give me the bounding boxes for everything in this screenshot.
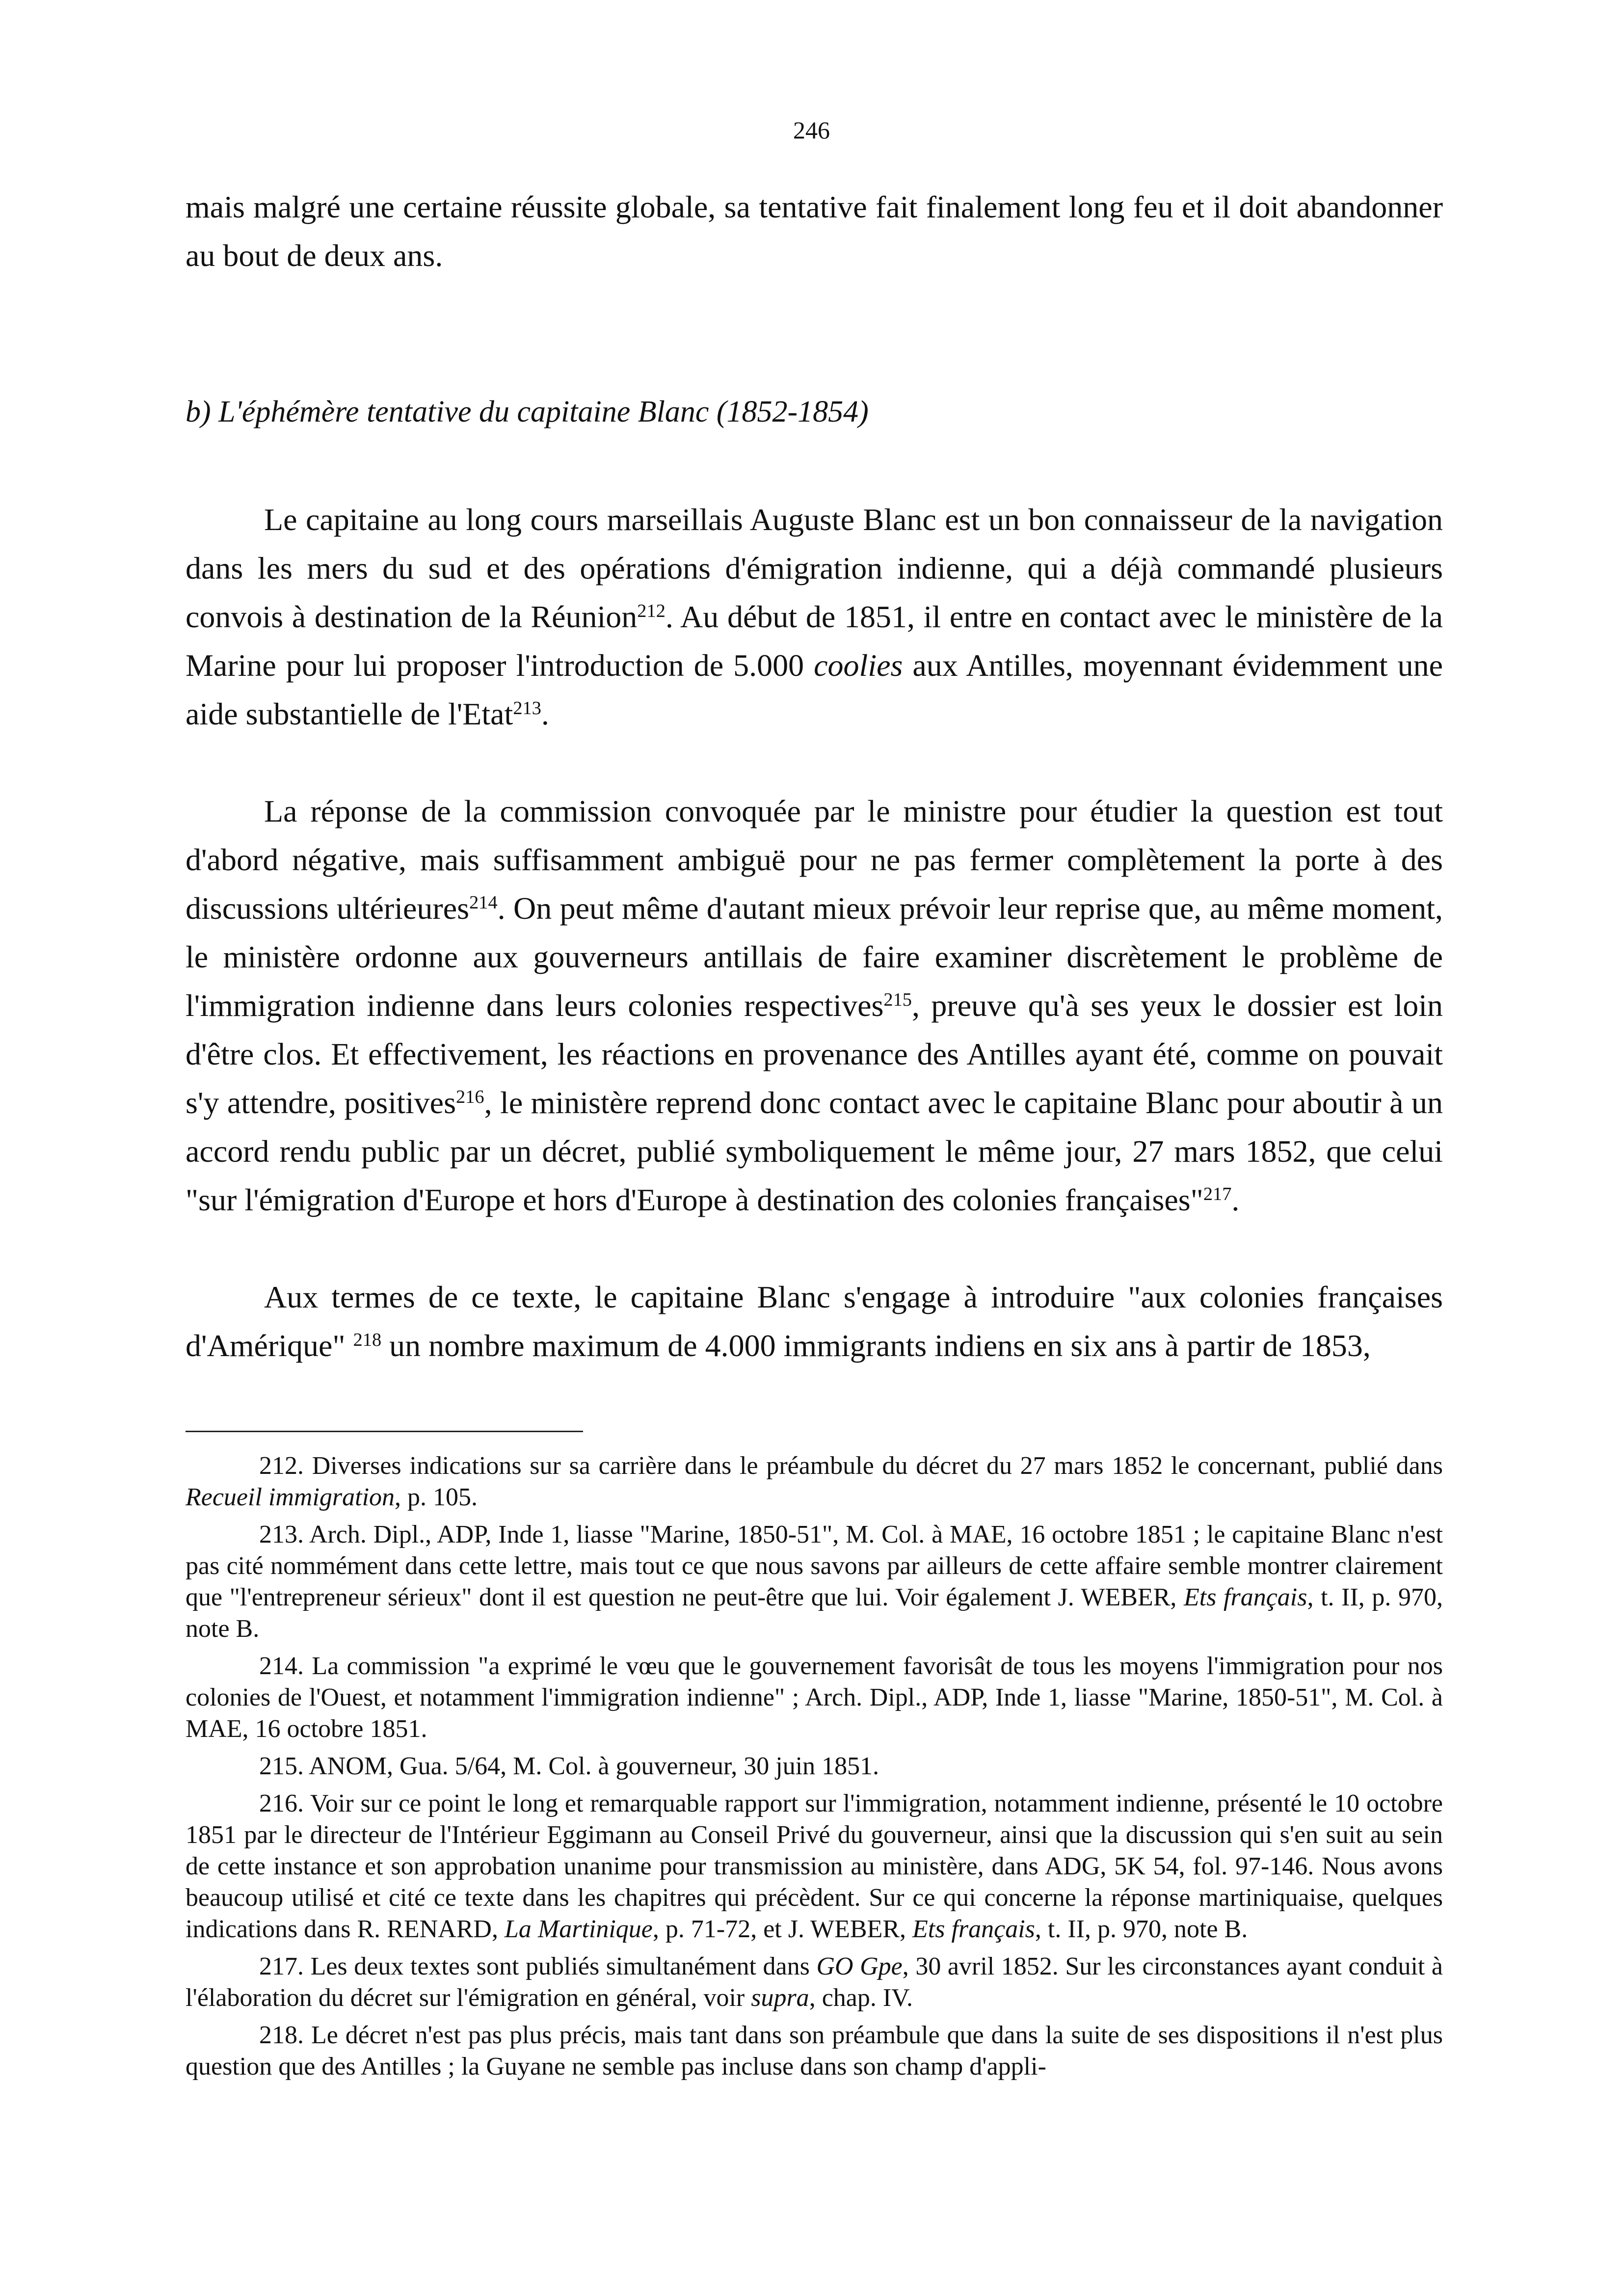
paragraph-3-text-1: Aux termes de ce texte, le capitaine Blanc s'engage à introduire "aux colonies françaises d'Amérique": [186, 1280, 1443, 1363]
footnotes: [186, 1450, 1443, 2088]
footnote-213: [186, 1519, 1443, 1645]
footnote-216-text-2: , p. 71-72, et J. WEBER,: [652, 1915, 913, 1943]
footnote-217-italic-1: GO Gpe: [816, 1952, 903, 1980]
footnote-216-text-3: , t. II, p. 970, note B.: [1035, 1915, 1248, 1943]
paragraph-1-text-2: . Au début de 1851, il entre en contact avec le ministère de la Marine pour lui proposer l'introduction de 5.000: [186, 599, 1443, 683]
footnote-212-text-1: 212. Diverses indications sur sa carrière dans le préambule du décret du 27 mars 1852 le concernant, publié dans: [259, 1452, 1443, 1480]
footnote-218: [186, 2020, 1443, 2082]
page-number: 246: [793, 116, 830, 144]
opening-paragraph: mais malgré une certaine réussite globale, sa tentative fait finalement long feu et il doit abandonner au bout de deux ans.: [186, 189, 1443, 273]
footnote-215: [186, 1751, 1443, 1782]
footnote-212-italic: Recueil immigration: [186, 1483, 395, 1511]
footnote-ref-218: 218: [353, 1329, 382, 1350]
footnote-ref-213: 213: [513, 697, 541, 719]
paragraph-1-text-1: Le capitaine au long cours marseillais Auguste Blanc est un bon connaisseur de la navigation dans les mers du sud et des opérations d'émigration indienne, qui a déjà commandé plusieurs convois à destination de la Réunion: [186, 502, 1443, 634]
paragraph-1-text-4: .: [541, 696, 549, 731]
section-spacer: [186, 280, 1443, 388]
paragraph-2-text-4: , le ministère reprend donc contact avec le capitaine Blanc pour aboutir à un accord rendu public par un décret, publié symboliquement le même jour, 27 mars 1852, que celui "sur l'émigration d'Europe et hors d'Europe à destination des colonies françaises": [186, 1085, 1443, 1217]
body-text: [186, 183, 1443, 1370]
footnote-213-italic: Ets français: [1183, 1583, 1307, 1611]
footnote-216-text-1: 216. Voir sur ce point le long et remarquable rapport sur l'immigration, notamment indienne, présenté le 10 octobre 1851 par le directeur de l'Intérieur Eggimann au Conseil Privé du gouverneur, ainsi que la discussion qui s'en suit au sein de cette instance et son approbation unanime pour transmission au ministère, dans ADG, 5K 54, fol. 97-146. Nous avons beaucoup utilisé et cité ce texte dans les chapitres qui précèdent. Sur ce qui concerne la réponse martiniquaise, quelques indications dans R. RENARD,: [186, 1789, 1443, 1943]
paragraph-2-text-3: , preuve qu'à ses yeux le dossier est loin d'être clos. Et effectivement, les réactions en provenance des Antilles ayant été, comme on pouvait s'y attendre, positives: [186, 988, 1443, 1120]
footnote-215-text: 215. ANOM, Gua. 5/64, M. Col. à gouverneur, 30 juin 1851.: [259, 1752, 879, 1780]
paragraph-3-text-2: un nombre maximum de 4.000 immigrants indiens en six ans à partir de 1853,: [381, 1328, 1371, 1363]
footnote-217-text-1: 217. Les deux textes sont publiés simultanément dans: [259, 1952, 817, 1980]
footnote-213-text-2: , t. II, p. 970, note B.: [186, 1583, 1443, 1643]
footnote-ref-214: 214: [469, 892, 498, 913]
paragraph-2-text-1: La réponse de la commission convoquée par le ministre pour étudier la question est tout d'abord négative, mais suffisamment ambiguë pour ne pas fermer complètement la porte à des discussions ultérieures: [186, 794, 1443, 926]
heading-spacer: [186, 436, 1443, 495]
paragraph-2-text-2: . On peut même d'autant mieux prévoir leur reprise que, au même moment, le ministère ordonne aux gouverneurs antillais de faire examiner discrètement le problème de l'immigration indienne dans leurs colonies respectives: [186, 891, 1443, 1023]
footnote-218-text: 218. Le décret n'est pas plus précis, mais tant dans son préambule que dans la suite de ses dispositions il n'est plus question que des Antilles ; la Guyane ne semble pas incluse dans son champ d'appli-: [186, 2021, 1443, 2081]
footnote-217: [186, 1951, 1443, 2014]
footnote-214: [186, 1651, 1443, 1745]
footnote-216: [186, 1788, 1443, 1945]
footnote-214-text: 214. La commission "a exprimé le vœu que le gouvernement favorisât de tous les moyens l'immigration pour nos colonies de l'Ouest, et notamment l'immigration indienne" ; Arch. Dipl., ADP, Inde 1, liasse "Marine, 1850-51", M. Col. à MAE, 16 octobre 1851.: [186, 1652, 1443, 1743]
paragraph-spacer: [186, 1224, 1443, 1273]
paragraph-1: [186, 495, 1443, 738]
footnote-ref-217: 217: [1203, 1183, 1232, 1204]
footnote-212: [186, 1450, 1443, 1513]
footnote-separator: [186, 1431, 583, 1432]
section-heading: b) L'éphémère tentative du capitaine Blanc (1852-1854): [186, 395, 869, 428]
paragraph-spacer: [186, 738, 1443, 787]
footnote-212-text-2: , p. 105.: [395, 1483, 478, 1511]
paragraph-2: [186, 787, 1443, 1224]
footnote-217-text-2: , 30 avril 1852. Sur les circonstances ayant conduit à l'élaboration du décret sur l'émigration en général, voir: [186, 1952, 1443, 2012]
footnote-216-italic-2: Ets français: [912, 1915, 1035, 1943]
footnote-217-text-3: , chap. IV.: [809, 1984, 913, 2012]
footnote-ref-212: 212: [637, 600, 665, 621]
footnote-217-italic-2: supra: [751, 1984, 809, 2012]
italic-coolies: coolies: [814, 648, 903, 683]
paragraph-1-text-3: aux Antilles, moyennant évidemment une aide substantielle de l'Etat: [186, 648, 1443, 731]
footnote-ref-215: 215: [883, 989, 912, 1010]
footnote-216-italic-1: La Martinique: [504, 1915, 653, 1943]
footnote-213-text-1: 213. Arch. Dipl., ADP, Inde 1, liasse "Marine, 1850-51", M. Col. à MAE, 16 octobre 1851 ; le capitaine Blanc n'est pas cité nommément dans cette lettre, mais tout ce que nous savons par ailleurs de cette affaire semble montrer clairement que "l'entrepreneur sérieux" dont il est question ne peut-être que lui. Voir également J. WEBER,: [186, 1521, 1443, 1611]
footnote-ref-216: 216: [456, 1086, 484, 1107]
paragraph-2-text-5: .: [1231, 1182, 1240, 1217]
paragraph-3: [186, 1273, 1443, 1370]
